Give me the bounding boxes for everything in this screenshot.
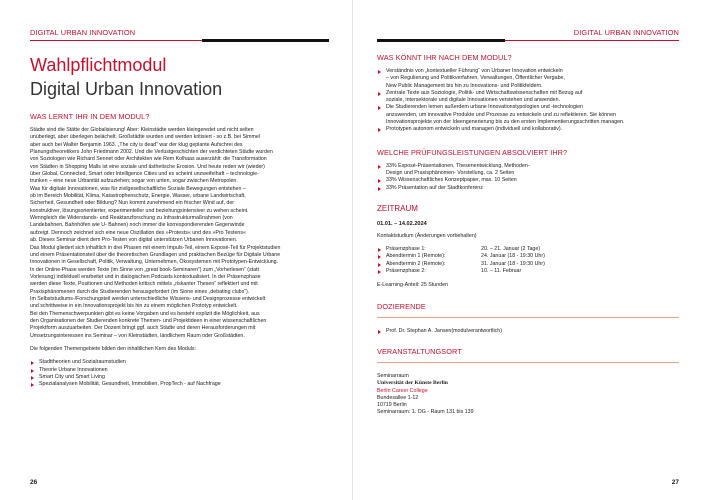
triangle-bullet-icon: [31, 383, 34, 387]
venue-college: Berlin Career College: [377, 387, 428, 394]
body-line: unüberlegt, aber überlegen belächelt. Großstädte wurden und werden kritisiert - so z.B. bei Simmel: [30, 134, 260, 141]
list-item-text: soziale, intersektorale und digitale Innovationen verstehen und anwenden.: [386, 97, 561, 104]
triangle-bullet-icon: [31, 361, 34, 365]
schedule-label: Präsenzphase 2:: [386, 268, 426, 275]
exams-list: [377, 163, 679, 192]
schedule-label: Präsenzphase 1:: [386, 246, 426, 253]
topics-list: [30, 359, 329, 388]
section-heading-outcomes: WAS KÖNNT IHR NACH DEM MODUL?: [377, 53, 512, 62]
list-item-text: Theorie Urbane Innovationen: [39, 366, 108, 373]
list-item-text: 33% Exposé-Präsentationen, Thesenentwicklung, Methoden-: [386, 162, 530, 169]
triangle-bullet-icon: [378, 70, 381, 74]
running-head-right: DIGITAL URBAN INNOVATION: [573, 28, 679, 37]
venue-city: 10719 Berlin: [377, 402, 407, 409]
body-line: Bei den Themenschwerpunkten gibt es keine Vorgaben und es besteht explizit die Möglichkeit, aus: [30, 310, 260, 317]
page-number-left: 26: [30, 479, 38, 486]
body-line: werden diese Texte, Positionen und Methoden kritisch mittels „riskanter Thesen“ reflektiert und mit: [30, 281, 258, 288]
triangle-bullet-icon: [378, 248, 381, 252]
body-line: Landebahnen, Bahnhöfen wie U- Bahnen) noch immer die korrespondierenden Gegenwinde: [30, 222, 245, 229]
module-type-title: Wahlpflichtmodul: [30, 55, 167, 75]
body-line: Praxisphänomenen durch die Studierenden herausgefordert (im Sinne eines „debating clubs“).: [30, 288, 250, 295]
section-heading-learn: WAS LERNT IHR IN DEM MODUL?: [30, 112, 150, 121]
list-item: [30, 359, 329, 366]
outcomes-list: [377, 68, 679, 134]
list-item: [30, 374, 329, 381]
list-item-text: 33% Wissenschaftliches Konzeptpapier, max. 10 Seiten: [386, 177, 517, 184]
venue-street: Bundesallee 1-12: [377, 394, 419, 401]
schedule-row: [377, 268, 679, 275]
body-line: und einem Präsentationsteil über die theoretischen Grundlagen und praktischen Bezüge für Digitale Urbane: [30, 251, 281, 258]
body-line: Wenngleich die Widerstands- und Reaktanzforschung zu Infrastrukturmaßnahmen (von: [30, 215, 233, 222]
page-number-right: 27: [671, 479, 679, 486]
body-line: Im Selbststudiums-/Forschungsteil werden unterschiedliche Wissens- und Designprozesse entwickelt: [30, 295, 266, 302]
lecturer-item: Prof. Dr. Stephan A. Jansen(modulverantwortlich): [377, 328, 679, 335]
body-line: Planungstheoretikers John Friedmann 2002. Und die Verlustgeschichten der verdichteten Städte wurden: [30, 149, 273, 156]
triangle-bullet-icon: [378, 92, 381, 96]
list-item: [377, 90, 679, 105]
venue-address: [377, 373, 679, 417]
triangle-bullet-icon: [378, 330, 381, 334]
list-item-text: anzuwenden, um innovative Produkte und Prozesse zu entwickeln und zu reflektieren. Sie können: [386, 111, 616, 118]
triangle-bullet-icon: [378, 179, 381, 183]
list-item-text: Zentrale Texte aus Soziologie, Politik- und Wirtschaftswissenschaften mit Bezug auf: [386, 89, 583, 96]
running-head-left: DIGITAL URBAN INNOVATION: [30, 28, 136, 37]
list-item-text: Innovationsprojekte von der Ideengenerierung bis zu den ersten Implementierungsschritten managen.: [386, 119, 625, 126]
right-page: [353, 0, 706, 500]
body-line: Städte sind die Stätte der Globalisierung! Aber: Kleinstädte werden kleingeredet und nicht selten: [30, 127, 254, 133]
schedule-value: 24. Januar (18 - 19:30 Uhr): [481, 253, 545, 260]
venue-room-detail: Seminarraum: 1. OG - Raum 131 bis 139: [377, 409, 474, 416]
body-line: Was für digitale Innovationen, was für zivilgesellschaftliche Soziale Bewegungen entstehen –: [30, 185, 246, 192]
schedule-value: 20. – 21. Januar (2 Tage): [481, 246, 541, 253]
body-line: ob im Bereich Mobilität, Klima, Katastrophenschutz, Energie, Wasser, urbane Landwirtschaft,: [30, 193, 246, 200]
venue-university: Universität der Künste Berlin: [377, 380, 448, 387]
list-item-text: Die Studierenden lernen außerdem urbane Innovationstypologien und -technologien: [386, 104, 584, 111]
list-item: [30, 367, 329, 374]
schedule-row: [377, 246, 679, 253]
list-item-text: Smart City und Smart Living: [39, 373, 105, 380]
body-line: den Organisationen der Studierenden konkrete Themen- und Projektideen in einer wissenschaftlichen: [30, 317, 267, 324]
list-item: [377, 185, 679, 192]
section-divider: [377, 317, 679, 318]
body-line: und schrittweise in ein Innovationsprojekt bis hin zu einem möglichen Prototyp entwickelt.: [30, 303, 238, 310]
date-range: 01.01. – 14.02.2024: [377, 220, 427, 227]
body-line: aufzeigt. Dennoch zeichnet sich eine neue Oszillation des »Protests« und des »Pro Testens«: [30, 229, 246, 236]
body-line: über Global, Connected, Smart oder Intelligence Cities und es scheint unzweifelhaft – technologie-: [30, 171, 259, 178]
body-line: Das Modul gliedert sich inhaltlich in drei Phasen mit einem Impuls-Teil, einem Exposé-Teil für Projektstudien: [30, 244, 281, 251]
body-line: trunken – eine neue Urbanität aufzuziehen; sogar von unten, sogar zwischen Metropolen.: [30, 178, 238, 185]
list-item-text: Prototypen autonom entwickeln und managen (individuell und kollaborativ).: [386, 126, 563, 133]
body-line: von Soziologen wie Richard Sennet oder Architekten wie Rem Kolhaas auserzählt: die Transformation: [30, 156, 267, 163]
list-item-text: Verständnis von „kontextueller Führung“ von Urbaner Innovation entwickeln: [386, 68, 563, 74]
schedule-label: Abendtermin 2 (Remote):: [386, 260, 446, 267]
section-heading-exams: WELCHE PRÜFUNGSLEISTUNGEN ABSOLVIERT IHR?: [377, 147, 568, 157]
section-heading-dozierende: DOZIERENDE: [377, 301, 426, 311]
list-item-text: New Public Management bis hin zu Innovations- und Politikfeldern.: [386, 82, 543, 89]
module-description: [30, 127, 329, 340]
section-heading-zeitraum: ZEITRAUM: [377, 203, 418, 213]
header-rule-left: [30, 39, 329, 45]
list-item-text: Design und Praxisphänomen- Vorstellung, ca. 2 Seiten: [386, 169, 515, 176]
list-item: [377, 163, 679, 178]
body-line: In der Online-Phase werden Texte (im Sinne von „great book-Seminaren“) zum „Vorherlesen“ (statt: [30, 266, 259, 273]
schedule-row: [377, 253, 679, 260]
list-item: [30, 381, 329, 388]
list-item: [377, 104, 679, 126]
header-rule-right: [377, 39, 679, 45]
list-item: [377, 68, 679, 90]
body-line: ab. Dieses Seminar dient dem Pro-Testen von digital unterstützen Urbanen Innovationen.: [30, 237, 238, 244]
triangle-bullet-icon: [378, 263, 381, 267]
contact-study-note: Kontaktstudium (Änderungen vorbehalten): [377, 232, 477, 239]
schedule-list: [377, 246, 679, 275]
schedule-value: 31. Januar (18 - 19:30 Uhr): [481, 260, 545, 267]
schedule-value: 10. – 11. Februar: [481, 268, 522, 275]
body-line: aber auch bei Walter Benjamin 1963. „The city is dead“ war der klug geplante Aufschrei des: [30, 141, 243, 148]
triangle-bullet-icon: [31, 376, 34, 380]
list-item-text: – von Regulierung und Politikverfahren, Verwaltungen, Öffentlicher Vergabe,: [386, 75, 565, 82]
section-divider: [377, 362, 679, 363]
section-heading-venue: VERANSTALTUNGSORT: [377, 346, 462, 356]
body-line: Projektform auszuarbeiten. Der Dozent bringt ggf. auch Städte und deren Herausforderungen mit: [30, 325, 256, 332]
triangle-bullet-icon: [378, 255, 381, 259]
triangle-bullet-icon: [378, 270, 381, 274]
list-item: [377, 177, 679, 184]
triangle-bullet-icon: [378, 106, 381, 110]
module-name-title: Digital Urban Innovation: [30, 79, 223, 99]
list-item-text: 33% Präsentation auf der Stadtkonferenz: [386, 184, 483, 191]
list-item-text: Spezialanalysen Mobilität, Gesundheit, Immobilien, PropTech - auf Nachfrage: [39, 381, 221, 388]
topics-intro: Die folgenden Themengebiete bilden den inhaltlichen Kern des Moduls:: [30, 345, 196, 352]
list-item: [377, 126, 679, 133]
body-line: von Städten in Shopping Malls ist eine soziale und ästhetische Erosion. Und heute reden wir (wieder): [30, 163, 265, 170]
venue-room: Seminarraum: [377, 372, 409, 379]
triangle-bullet-icon: [31, 369, 34, 373]
elearning-hours: E-Learning-Anteil: 25 Stunden: [377, 282, 448, 289]
body-line: Innovationen in Gesellschaft, Politik, Verwaltung, Unternehmen, Ökosystemen mit Prototypen-Entwicklung.: [30, 259, 279, 266]
triangle-bullet-icon: [378, 165, 381, 169]
schedule-label: Abendtermin 1 (Remote):: [386, 253, 446, 260]
triangle-bullet-icon: [378, 128, 381, 132]
triangle-bullet-icon: [378, 187, 381, 191]
lecturer-list: [377, 328, 679, 335]
schedule-row: [377, 261, 679, 268]
body-line: Sicherheit, Gesundheit oder Bildung? Nun kommt zunehmend ein frischer Wind auf, der: [30, 200, 234, 207]
list-item-text: Stadttheorien und Sozialraumstudien: [39, 359, 126, 366]
body-line: Umsetzungsinteressen ins Seminar – von Kleinstädten, ländlichem Raum oder Großstädten.: [30, 332, 245, 339]
body-line: konstruktiver, lösungsorientierter, experimenteller und beziehungsintensiver zu wehen scheint.: [30, 207, 249, 214]
body-line: Vorlesung) individuell erarbeitet und in dialogischen Podcasts kontextualisiert. In der Präsenzphase: [30, 273, 261, 280]
